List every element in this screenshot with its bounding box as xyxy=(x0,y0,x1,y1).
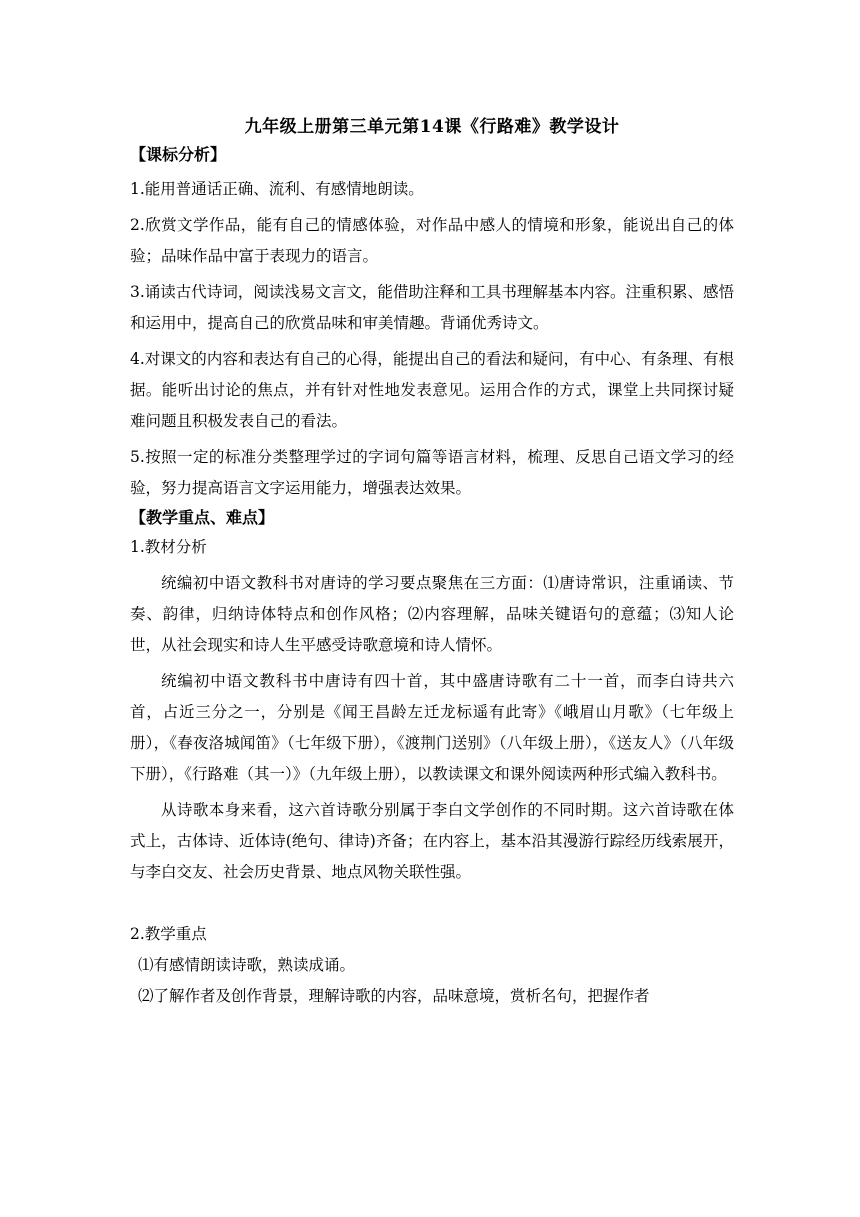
curriculum-item-4: 4.对课文的内容和表达有自己的心得，能提出自己的看法和疑问，有中心、有条理、有根据。能听出讨论的焦点，并有针对性地发表意见。运用合作的方式，课堂上共同探讨疑难问题且积极发表自己的看法。 xyxy=(130,350,734,430)
subsection-title-textbook-analysis: 1.教材分析 xyxy=(130,538,207,556)
teaching-focus-point-1: ⑴有感情朗读诗歌，熟读成诵。 xyxy=(138,956,356,974)
curriculum-item-3: 3.诵读古代诗词，阅读浅易文言文，能借助注释和工具书理解基本内容。注重积累、感悟和运用中，提高自己的欣赏品味和审美情趣。背诵优秀诗文。 xyxy=(130,283,734,332)
curriculum-item-5: 5.按照一定的标准分类整理学过的字词句篇等语言材料，梳理、反思自己语文学习的经验，努力提高语言文字运用能力，增强表达效果。 xyxy=(130,448,734,497)
analysis-paragraph-1: 统编初中语文教科书对唐诗的学习要点聚焦在三方面：⑴唐诗常识，注重诵读、节奏、韵律，归纳诗体特点和创作风格；⑵内容理解，品味关键语句的意蕴；⑶知人论世，从社会现实和诗人生平感受诗歌意境和诗人情怀。 xyxy=(130,574,734,654)
section-heading-curriculum-analysis: 【课标分析】 xyxy=(130,145,227,164)
document-title: 九年级上册第三单元第14课《行路难》教学设计 xyxy=(244,117,620,137)
curriculum-item-1: 1.能用普通话正确、流利、有感情地朗读。 xyxy=(130,180,424,198)
section-heading-key-points: 【教学重点、难点】 xyxy=(130,508,275,527)
curriculum-item-2: 2.欣赏文学作品，能有自己的情感体验，对作品中感人的情境和形象，能说出自己的体验；品味作品中富于表现力的语言。 xyxy=(130,216,734,265)
teaching-focus-point-2: ⑵了解作者及创作背景，理解诗歌的内容，品味意境，赏析名句，把握作者 xyxy=(138,987,650,1005)
subsection-title-teaching-focus: 2.教学重点 xyxy=(130,925,207,943)
analysis-paragraph-2: 统编初中语文教科书中唐诗有四十首，其中盛唐诗歌有二十一首，而李白诗共六首，占近三分之一，分别是《闻王昌龄左迁龙标遥有此寄》《峨眉山月歌》（七年级上册），《春夜洛城闻笛》（七年级下册），《渡荆门送别》（八年级上册），《送友人》（八年级下册），《行路难（其一）》（九年级上册），以教读课文和课外阅读两种形式编入教科书。 xyxy=(130,672,734,783)
analysis-paragraph-3: 从诗歌本身来看，这六首诗歌分别属于李白文学创作的不同时期。这六首诗歌在体式上，古体诗、近体诗(绝句、律诗)齐备；在内容上，基本沿其漫游行踪经历线索展开，与李白交友、社会历史背景、地点风物关联性强。 xyxy=(130,801,734,881)
document-page xyxy=(130,113,734,1012)
